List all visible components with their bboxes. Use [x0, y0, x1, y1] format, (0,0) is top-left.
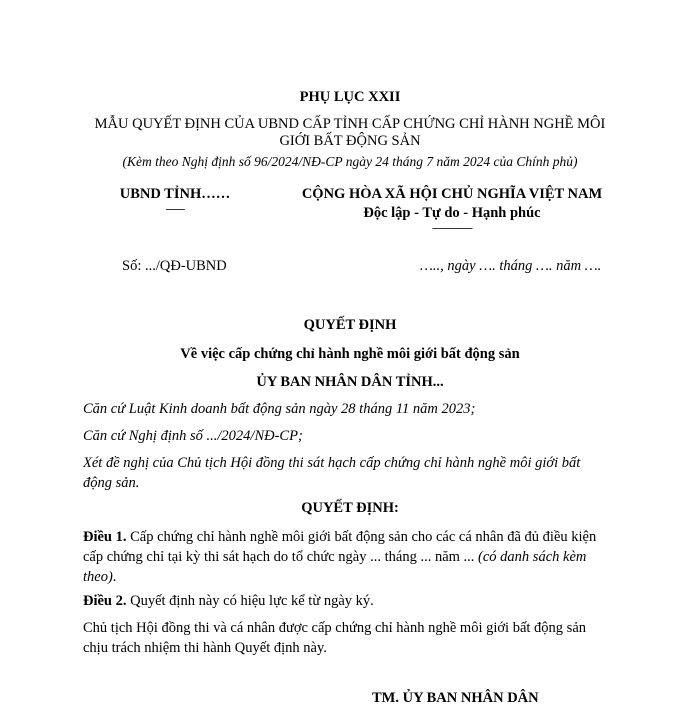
consideration: Xét đề nghị của Chủ tịch Hội đồng thi sát hạch cấp chứng chỉ hành nghề môi giới bất động sản.: [83, 455, 581, 491]
decision-title: QUYẾT ĐỊNH: [303, 317, 397, 333]
form-title-line-2: GIỚI BẤT ĐỘNG SẢN: [279, 133, 421, 149]
article-2-text: Quyết định này có hiệu lực kể từ ngày ký.: [126, 593, 374, 609]
issuer-name: UBND TỈNH……: [119, 186, 231, 202]
issuing-authority: ỦY BAN NHÂN DÂN TỈNH...: [256, 374, 444, 390]
execution-clause: Chủ tịch Hội đồng thi và cá nhân được cấp chứng chỉ hành nghề môi giới bất động sản chịu trách nhiệm thi hành Quyết định này.: [83, 620, 587, 656]
decides-heading: QUYẾT ĐỊNH:: [301, 500, 399, 516]
article-1-note: (có danh sách kèm theo): [83, 549, 587, 585]
legal-basis-1: Căn cứ Luật Kinh doanh bất động sản ngày 28 tháng 11 năm 2023;: [83, 401, 476, 417]
national-motto: Độc lập - Tự do - Hạnh phúc: [363, 205, 541, 221]
article-1-label: Điều 1.: [83, 529, 127, 545]
signer-block: TM. ỦY BAN NHÂN DÂN: [372, 690, 539, 706]
issuer-rule: -------: [165, 203, 185, 215]
article-1-text: Cấp chứng chỉ hành nghề môi giới bất động sản cho các cá nhân đã đủ điều kiện cấp chứng chỉ tại kỳ thi sát hạch do tổ chức ngày ... tháng ... năm ...: [83, 529, 597, 565]
article-2-label: Điều 2.: [83, 593, 127, 609]
article-2: [83, 591, 611, 611]
date-line: ….., ngày …. tháng …. năm ….: [420, 258, 602, 274]
legal-basis-2: Căn cứ Nghị định số .../2024/NĐ-CP;: [83, 428, 303, 444]
decision-subject: Về việc cấp chứng chỉ hành nghề môi giới bất động sản: [180, 346, 520, 362]
article-1-end: .: [112, 569, 117, 585]
document-number: Số: .../QĐ-UBND: [122, 258, 227, 274]
national-title: CỘNG HÒA XÃ HỘI CHỦ NGHĨA VIỆT NAM: [301, 186, 603, 202]
form-reference: (Kèm theo Nghị định số 96/2024/NĐ-CP ngày 24 tháng 7 năm 2024 của Chính phủ): [122, 154, 578, 169]
article-1: [83, 527, 611, 587]
motto-rule: ---------------: [432, 222, 472, 234]
form-title-line-1: MẪU QUYẾT ĐỊNH CỦA UBND CẤP TỈNH CẤP CHỨNG CHỈ HÀNH NGHỀ MÔI: [94, 116, 606, 132]
appendix-title: PHỤ LỤC XXII: [299, 89, 401, 105]
